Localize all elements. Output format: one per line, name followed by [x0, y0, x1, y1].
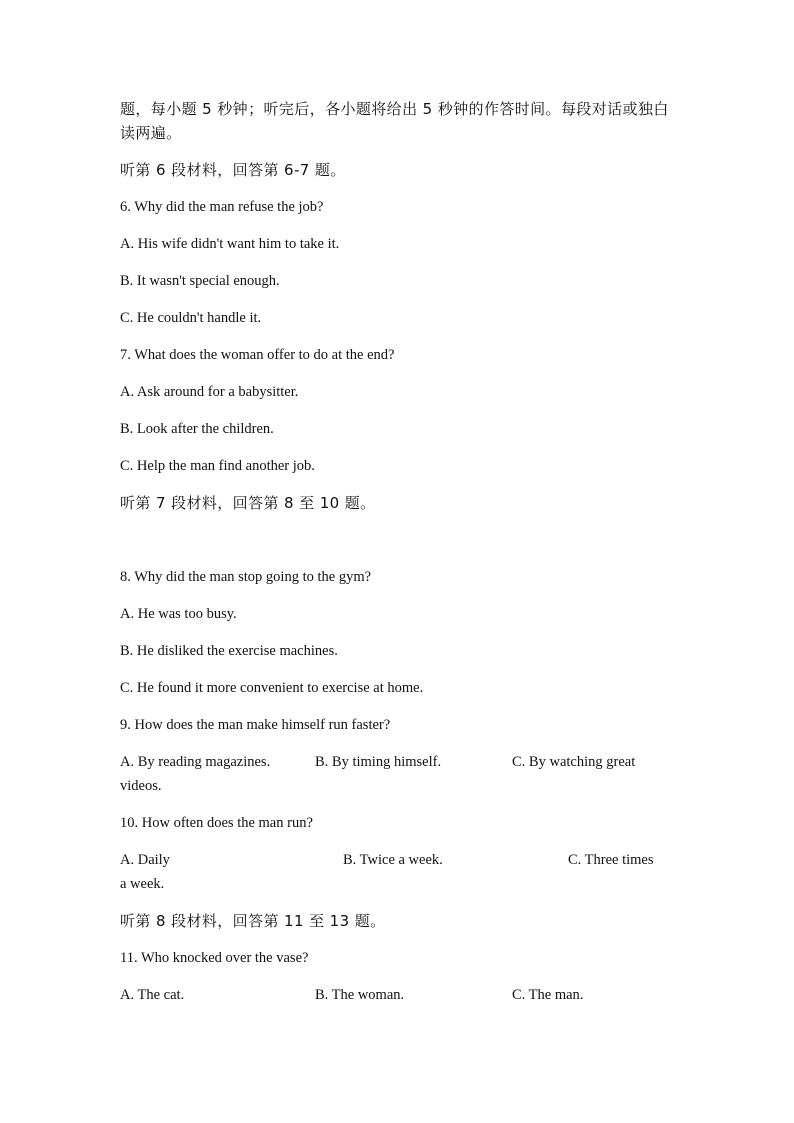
question-8-option-c: C. He found it more convenient to exercise at home. — [120, 680, 424, 696]
question-6-option-a: A. His wife didn't want him to take it. — [120, 236, 340, 252]
intro-line-2: 读两遍。 — [120, 124, 182, 142]
question-9: 9. How does the man make himself run faster? — [120, 717, 391, 733]
question-10-options — [120, 848, 680, 872]
question-9-options — [120, 750, 680, 774]
question-7-option-b: B. Look after the children. — [120, 421, 274, 437]
question-7: 7. What does the woman offer to do at the end? — [120, 347, 395, 363]
question-9-option-b: B. By timing himself. — [315, 754, 442, 770]
question-11-option-c: C. The man. — [512, 987, 584, 1003]
question-10-option-c-continued: a week. — [120, 876, 165, 892]
question-9-option-c: C. By watching great — [512, 754, 636, 770]
question-10-option-c: C. Three times — [568, 852, 654, 868]
question-6: 6. Why did the man refuse the job? — [120, 199, 324, 215]
section-8-heading: 听第 8 段材料，回答第 11 至 13 题。 — [120, 912, 386, 930]
intro-line-1: 题，每小题 5 秒钟；听完后，各小题将给出 5 秒钟的作答时间。每段对话或独白 — [120, 100, 669, 118]
question-11: 11. Who knocked over the vase? — [120, 950, 309, 966]
question-6-option-c: C. He couldn't handle it. — [120, 310, 262, 326]
question-8: 8. Why did the man stop going to the gym? — [120, 569, 372, 585]
question-10-option-a: A. Daily — [120, 852, 170, 868]
question-7-option-c: C. Help the man find another job. — [120, 458, 315, 474]
section-6-heading: 听第 6 段材料，回答第 6-7 题。 — [120, 161, 346, 179]
page-content — [120, 97, 680, 1007]
question-11-option-b: B. The woman. — [315, 987, 405, 1003]
section-7-heading: 听第 7 段材料，回答第 8 至 10 题。 — [120, 494, 376, 512]
question-10: 10. How often does the man run? — [120, 815, 313, 831]
question-11-option-a: A. The cat. — [120, 987, 185, 1003]
question-8-option-a: A. He was too busy. — [120, 606, 237, 622]
question-7-option-a: A. Ask around for a babysitter. — [120, 384, 299, 400]
question-6-option-b: B. It wasn't special enough. — [120, 273, 280, 289]
question-9-option-c-continued: videos. — [120, 778, 162, 794]
question-9-option-a: A. By reading magazines. — [120, 754, 271, 770]
question-8-option-b: B. He disliked the exercise machines. — [120, 643, 338, 659]
question-10-option-b: B. Twice a week. — [343, 852, 443, 868]
question-11-options — [120, 983, 680, 1007]
